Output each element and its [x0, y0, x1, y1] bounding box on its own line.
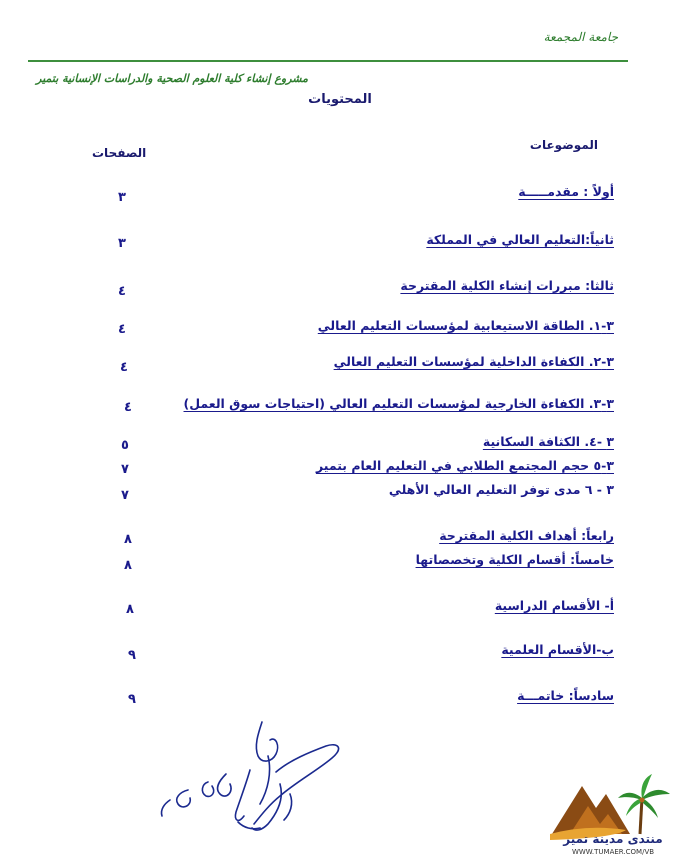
- toc-page-number: ٤: [118, 284, 126, 299]
- toc-entry: ب-الأقسام العلمية: [501, 642, 614, 657]
- toc-entry: ٣-٥ حجم المجتمع الطلابي في التعليم العام بتمير: [315, 458, 614, 473]
- university-name: جامعة المجمعة: [543, 30, 618, 44]
- toc-page-number: ٥: [121, 438, 129, 453]
- toc-page-number: ٤: [124, 400, 132, 415]
- pages-column-header: الصفحات: [92, 146, 147, 160]
- toc-page-number: ٧: [121, 488, 129, 503]
- project-title: مشروع إنشاء كلية العلوم الصحية والدراسات الإنسانية بتمير: [36, 72, 308, 85]
- logo-url: WWW.TUMAER.COM/VB: [571, 848, 655, 856]
- toc-page-number: ٩: [128, 648, 136, 663]
- toc-page-number: ٧: [121, 462, 129, 477]
- toc-entry: أولاً : مقدمـــــة: [518, 184, 614, 199]
- toc-entry: ثانياً:التعليم العالي في المملكة: [426, 232, 614, 247]
- toc-page-number: ٤: [118, 322, 126, 337]
- toc-page-number: ٣: [118, 236, 126, 251]
- toc-entry: ٣ - ٦ مدى توفر التعليم العالي الأهلي: [388, 482, 614, 497]
- handwritten-signature: [150, 712, 360, 842]
- toc-page-number: ٣: [118, 190, 126, 205]
- toc-entry: ٣-٣. الكفاءة الخارجية لمؤسسات التعليم العالي (احتياجات سوق العمل): [183, 396, 614, 411]
- toc-page-number: ٤: [120, 360, 128, 375]
- toc-entry: ٣-١. الطاقة الاستيعابية لمؤسسات التعليم العالي: [317, 318, 614, 333]
- toc-entry: ثالثا: مبررات إنشاء الكلية المقترحة: [400, 278, 614, 293]
- logo-name: منتدى مدينة تمير: [563, 832, 663, 846]
- toc-entry: ٣ -٤. الكثافة السكانية: [482, 434, 614, 449]
- toc-entry: رابعاً: أهداف الكلية المقترحة: [439, 528, 614, 543]
- topics-column-header: الموضوعات: [529, 138, 598, 152]
- toc-page-number: ٨: [124, 558, 132, 573]
- toc-page-number: ٨: [126, 602, 134, 617]
- toc-page-number: ٩: [128, 692, 136, 707]
- header-rule: [28, 60, 628, 62]
- page-title: المحتويات: [308, 92, 372, 107]
- toc-entry: خامساً: أقسام الكلية وتخصصاتها: [415, 552, 614, 567]
- toc-page-number: ٨: [124, 532, 132, 547]
- toc-entry: ٣-٢. الكفاءة الداخلية لمؤسسات التعليم العالي: [333, 354, 614, 369]
- toc-entry: أ- الأقسام الدراسية: [494, 598, 614, 613]
- toc-entry: سادساً: خاتمـــة: [517, 688, 614, 703]
